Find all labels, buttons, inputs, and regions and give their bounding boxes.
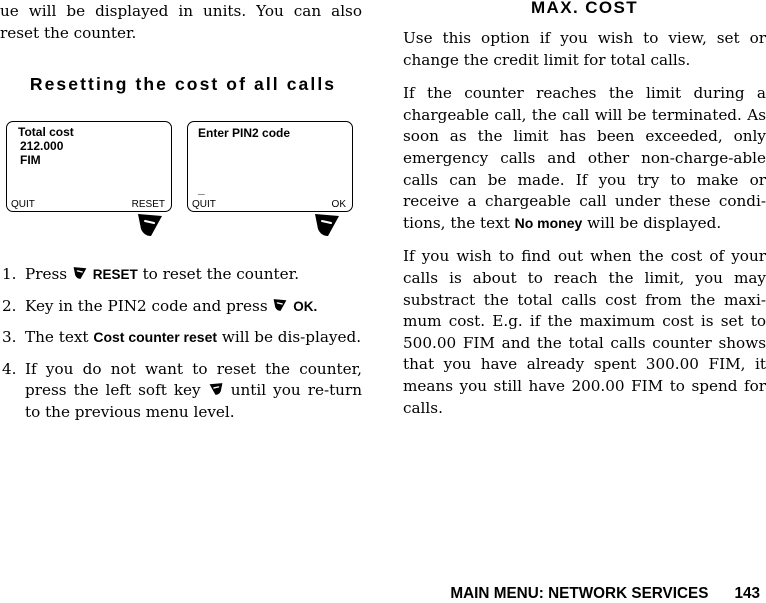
step-number: 1.: [2, 265, 17, 283]
step-item: [0, 359, 362, 424]
display-line-currency: FIM: [20, 153, 41, 167]
phone-display-total-cost: [6, 121, 172, 212]
step-text: to reset the counter.: [142, 265, 300, 283]
step-text: will be dis-played.: [221, 328, 362, 347]
soft-key-label-ok: OK: [331, 199, 346, 210]
step-number: 2.: [2, 296, 17, 315]
right-soft-key-icon: [135, 212, 165, 238]
instruction-steps: [0, 264, 362, 434]
step-item: [0, 296, 362, 318]
footer-section-title: MAIN MENU: NETWORK SERVICES: [450, 585, 709, 602]
page-number: 143: [734, 585, 760, 602]
intro-paragraph: ue will be displayed in units. You can also reset the counter.: [0, 2, 362, 42]
display-text: [18, 125, 74, 167]
paragraph-text: If the counter reaches the limit during a chargeable call, the call will be terminated. As soon as the limit has been exceeded, only emergency calls and other non-charge-able calls can be made. If you try to make or receive a chargeable call under these condi-tions, the text: [403, 84, 766, 232]
step-item: [0, 327, 362, 349]
display-message: No money: [514, 214, 583, 231]
right-soft-key-icon: [312, 212, 342, 238]
display-line-title: Total cost: [18, 125, 74, 139]
right-soft-key-icon: [272, 298, 288, 312]
paragraph: If you wish to find out when the cost of your calls is about to reach the limit, you may substract the total calls cost from the maxi-mum cost. E.g. if the maximum cost is set to 500.00 FIM and the total calls counter shows that you have already spent 300.00 FIM, it means you still have 200.00 FIM to spend for calls.: [403, 247, 766, 417]
display-message: Cost counter reset: [93, 329, 218, 346]
key-label: OK.: [293, 298, 318, 314]
soft-key-label-quit: QUIT: [192, 199, 216, 210]
step-text: until you re-turn to the previous menu level.: [25, 381, 362, 421]
max-cost-heading: MAX. COST: [530, 0, 639, 17]
paragraph: Use this option if you wish to view, set or change the credit limit for total calls.: [403, 29, 766, 69]
soft-key-label-reset: RESET: [131, 199, 165, 210]
section-heading: Resetting the cost of all calls: [29, 74, 337, 94]
step-text: Press: [25, 265, 68, 283]
display-cursor: _: [198, 182, 205, 196]
step-text: The text: [25, 328, 89, 347]
step-item: [0, 264, 362, 286]
right-soft-key-icon: [72, 266, 88, 280]
paragraph: [403, 83, 766, 234]
page-footer: [450, 585, 760, 603]
soft-key-label-quit: QUIT: [11, 199, 35, 210]
display-line-amount: 212.000: [20, 139, 64, 153]
step-number: 4.: [2, 359, 17, 378]
right-column: [403, 28, 766, 431]
step-text: Key in the PIN2 code and press: [25, 296, 268, 315]
left-soft-key-icon: [208, 382, 224, 396]
step-text: If you do not want to reset the counter, press the left soft key: [25, 359, 362, 400]
key-label: RESET: [92, 267, 138, 282]
display-line-prompt: Enter PIN2 code: [198, 126, 291, 140]
paragraph-text: will be displayed.: [587, 213, 722, 232]
phone-display-enter-pin2: [187, 121, 353, 212]
step-number: 3.: [2, 328, 17, 347]
